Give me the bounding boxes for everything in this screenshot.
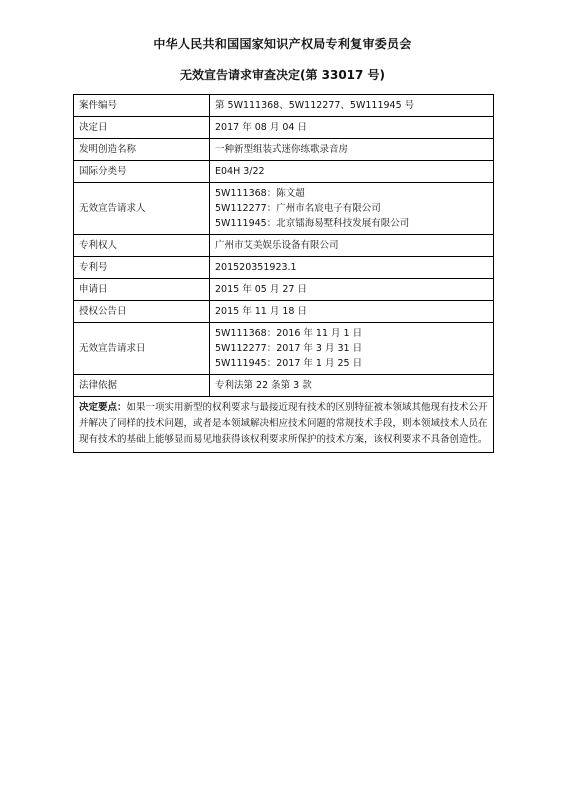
decision-date-value: 2017 年 08 月 04 日	[210, 117, 494, 139]
decision-date-label: 决定日	[74, 117, 210, 139]
table-row-requesters	[74, 183, 494, 235]
patent-number-value: 201520351923.1	[210, 257, 494, 279]
grant-date-label: 授权公告日	[74, 301, 210, 323]
table-row-summary	[74, 397, 494, 453]
invention-name-label: 发明创造名称	[74, 139, 210, 161]
grant-date-value: 2015 年 11 月 18 日	[210, 301, 494, 323]
summary-text: 如果一项实用新型的权利要求与最接近现有技术的区别特征被本领域其他现有技术公开并解决了同样的技术问题，或者是本领域解决相应技术问题的常规技术手段，则本领域技术人员在现有技术的基础上能够显而易见地获得该权利要求所保护的技术方案，该权利要求不具备创造性。	[79, 402, 488, 445]
document-title: 无效宣告请求审查决定(第 33017 号)	[179, 68, 386, 82]
table-row-ipc	[74, 161, 494, 183]
table-row-application-date	[74, 279, 494, 301]
patentee-value: 广州市艾美娱乐设备有限公司	[210, 235, 494, 257]
request-dates-value	[210, 323, 494, 375]
case-number-value: 第 5W111368、5W112277、5W111945 号	[210, 95, 494, 117]
requester-line: 5W112277：广州市名宸电子有限公司	[215, 203, 381, 214]
invention-name-value: 一种新型组装式迷你练歌录音房	[210, 139, 494, 161]
application-date-value: 2015 年 05 月 27 日	[210, 279, 494, 301]
table-row-decision-date	[74, 117, 494, 139]
organization-name: 中华人民共和国国家知识产权局专利复审委员会	[153, 37, 412, 51]
table-row-case-number	[74, 95, 494, 117]
ipc-value: E04H 3/22	[210, 161, 494, 183]
table-row-invention-name	[74, 139, 494, 161]
decision-info-table	[73, 94, 494, 453]
summary-label: 决定要点：	[79, 402, 127, 413]
request-date-line: 5W112277：2017 年 3 月 31 日	[215, 343, 363, 354]
request-date-line: 5W111945：2017 年 1 月 25 日	[215, 358, 363, 369]
legal-basis-value: 专利法第 22 条第 3 款	[210, 375, 494, 397]
patentee-label: 专利权人	[74, 235, 210, 257]
table-row-legal-basis	[74, 375, 494, 397]
request-dates-label: 无效宣告请求日	[74, 323, 210, 375]
decision-summary	[74, 397, 494, 453]
requester-line: 5W111368：陈文超	[215, 188, 305, 199]
table-row-grant-date	[74, 301, 494, 323]
requesters-label: 无效宣告请求人	[74, 183, 210, 235]
table-row-patentee	[74, 235, 494, 257]
requesters-value	[210, 183, 494, 235]
legal-basis-label: 法律依据	[74, 375, 210, 397]
patent-number-label: 专利号	[74, 257, 210, 279]
application-date-label: 申请日	[74, 279, 210, 301]
requester-line: 5W111945：北京镭海易墅科技发展有限公司	[215, 218, 410, 229]
request-date-line: 5W111368：2016 年 11 月 1 日	[215, 328, 363, 339]
case-number-label: 案件编号	[74, 95, 210, 117]
table-row-request-dates	[74, 323, 494, 375]
table-row-patent-number	[74, 257, 494, 279]
ipc-label: 国际分类号	[74, 161, 210, 183]
